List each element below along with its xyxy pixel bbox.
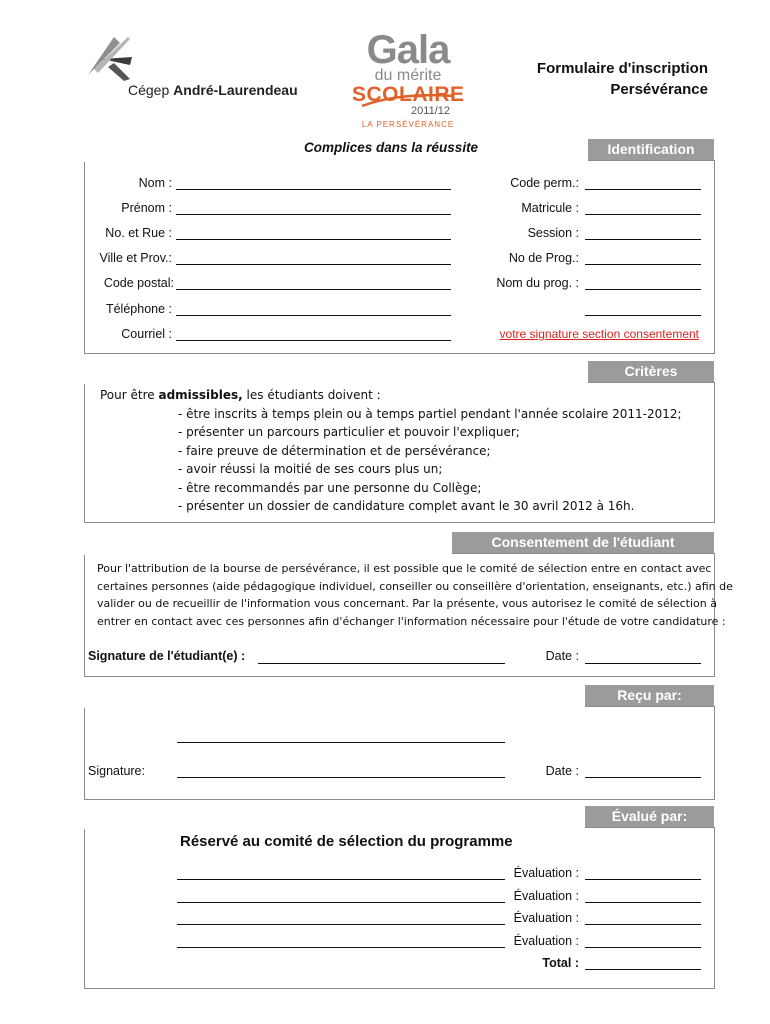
nom-label: Nom : bbox=[138, 176, 172, 190]
nom-prog-field[interactable] bbox=[585, 289, 701, 290]
code-postal-field[interactable] bbox=[176, 289, 451, 290]
gala-swoosh bbox=[360, 94, 456, 108]
college-name: Cégep André-Laurendeau bbox=[128, 82, 298, 98]
evaluator-field-4[interactable] bbox=[177, 947, 505, 948]
recu-signature-field[interactable] bbox=[177, 777, 505, 778]
evalue-header: Évalué par: bbox=[585, 806, 714, 827]
ville-field[interactable] bbox=[176, 264, 451, 265]
evaluation-label-4: Évaluation : bbox=[513, 934, 579, 948]
criteres-item: - être recommandés par une personne du Collège; bbox=[178, 480, 482, 495]
criteres-item: - présenter un parcours particulier et pouvoir l'expliquer; bbox=[178, 425, 520, 440]
evaluation-label-2: Évaluation : bbox=[513, 889, 579, 903]
recu-section bbox=[84, 706, 715, 800]
subtitle: Complices dans la réussite bbox=[304, 140, 479, 155]
evaluation-label-3: Évaluation : bbox=[513, 911, 579, 925]
criteres-item: - être inscrits à temps plein ou à temps partiel pendant l'année scolaire 2011-2012; bbox=[178, 407, 682, 421]
no-prog-label: No de Prog.: bbox=[508, 251, 579, 265]
consentement-paragraph: Pour l'attribution de la bourse de persévérance, il est possible que le comité de sélection entre en contact avec certaines personnes (aide pédagogique individuel, conseiller ou conseillère d'orientation, enseignants, etc.) afin de valider ou de recueillir de l'information vous concernant. Par la présente, vous autorisez le comité de sélection à entrer en contact avec ces personnes afin d'échanger l'information nécessaire pour l'étude de votre candidature : bbox=[97, 562, 733, 628]
consentement-top-gap bbox=[84, 553, 452, 555]
session-label: Session : bbox=[527, 226, 579, 240]
ville-label: Ville et Prov.: bbox=[99, 251, 172, 265]
evalue-top-gap bbox=[84, 827, 585, 829]
evaluation-field-1[interactable] bbox=[585, 879, 701, 880]
telephone-label: Téléphone : bbox=[105, 302, 172, 316]
code-perm-field[interactable] bbox=[585, 189, 701, 190]
criteres-item: - faire preuve de détermination et de persévérance; bbox=[178, 443, 491, 458]
recu-date-label: Date : bbox=[545, 764, 579, 778]
telephone-field[interactable] bbox=[176, 315, 451, 316]
criteres-item: - présenter un dossier de candidature complet avant le 30 avril 2012 à 16h. bbox=[178, 499, 635, 514]
evalue-section bbox=[84, 827, 715, 989]
criteres-item: - avoir réussi la moitié de ses cours plus un; bbox=[178, 462, 443, 477]
prenom-field[interactable] bbox=[176, 214, 451, 215]
student-signature-field[interactable] bbox=[258, 663, 505, 664]
matricule-field[interactable] bbox=[585, 214, 701, 215]
code-perm-label: Code perm.: bbox=[510, 176, 579, 190]
evalue-heading: Réservé au comité de sélection du programme bbox=[180, 833, 513, 850]
identification-top-gap bbox=[84, 160, 588, 162]
criteres-list bbox=[178, 405, 682, 515]
gala-logo: Gala du mérite SCOLAIRE 2011/12 LA PERSÉVÉRANCE bbox=[352, 28, 465, 129]
signature-link[interactable]: votre signature section consentement bbox=[499, 327, 699, 341]
identification-header: Identification bbox=[588, 139, 714, 160]
courriel-field[interactable] bbox=[176, 340, 451, 341]
recu-name-field[interactable] bbox=[177, 742, 505, 743]
no-prog-field[interactable] bbox=[585, 264, 701, 265]
total-field[interactable] bbox=[585, 969, 701, 970]
consent-date-label: Date : bbox=[545, 649, 579, 663]
recu-signature-label: Signature: bbox=[88, 764, 145, 778]
nom-prog-label: Nom du prog. : bbox=[496, 276, 579, 290]
prenom-label: Prénom : bbox=[121, 201, 172, 215]
matricule-label: Matricule : bbox=[521, 201, 579, 215]
evaluation-label-1: Évaluation : bbox=[513, 866, 579, 880]
criteres-top-gap bbox=[84, 382, 588, 384]
total-label: Total : bbox=[542, 956, 579, 970]
recu-header: Reçu par: bbox=[585, 685, 714, 706]
criteres-intro: Pour être admissibles, les étudiants doivent : bbox=[100, 388, 381, 402]
courriel-label: Courriel : bbox=[121, 327, 172, 341]
recu-date-field[interactable] bbox=[585, 777, 701, 778]
evaluator-field-2[interactable] bbox=[177, 902, 505, 903]
evaluation-field-4[interactable] bbox=[585, 947, 701, 948]
nom-prog-field-2[interactable] bbox=[585, 315, 701, 316]
session-field[interactable] bbox=[585, 239, 701, 240]
criteres-header: Critères bbox=[588, 361, 714, 382]
consent-date-field[interactable] bbox=[585, 663, 701, 664]
consentement-header: Consentement de l'étudiant bbox=[452, 532, 714, 553]
rue-label: No. et Rue : bbox=[105, 226, 172, 240]
recu-top-gap bbox=[84, 706, 585, 708]
evaluation-field-3[interactable] bbox=[585, 924, 701, 925]
nom-field[interactable] bbox=[176, 189, 451, 190]
rue-field[interactable] bbox=[176, 239, 451, 240]
student-signature-label: Signature de l'étudiant(e) : bbox=[88, 649, 246, 663]
college-logo-mark bbox=[84, 35, 134, 83]
code-postal-label: Code postal: bbox=[103, 276, 174, 290]
evaluation-field-2[interactable] bbox=[585, 902, 701, 903]
form-title: Formulaire d'inscription Persévérance bbox=[536, 60, 708, 98]
evaluator-field-1[interactable] bbox=[177, 879, 505, 880]
evaluator-field-3[interactable] bbox=[177, 924, 505, 925]
